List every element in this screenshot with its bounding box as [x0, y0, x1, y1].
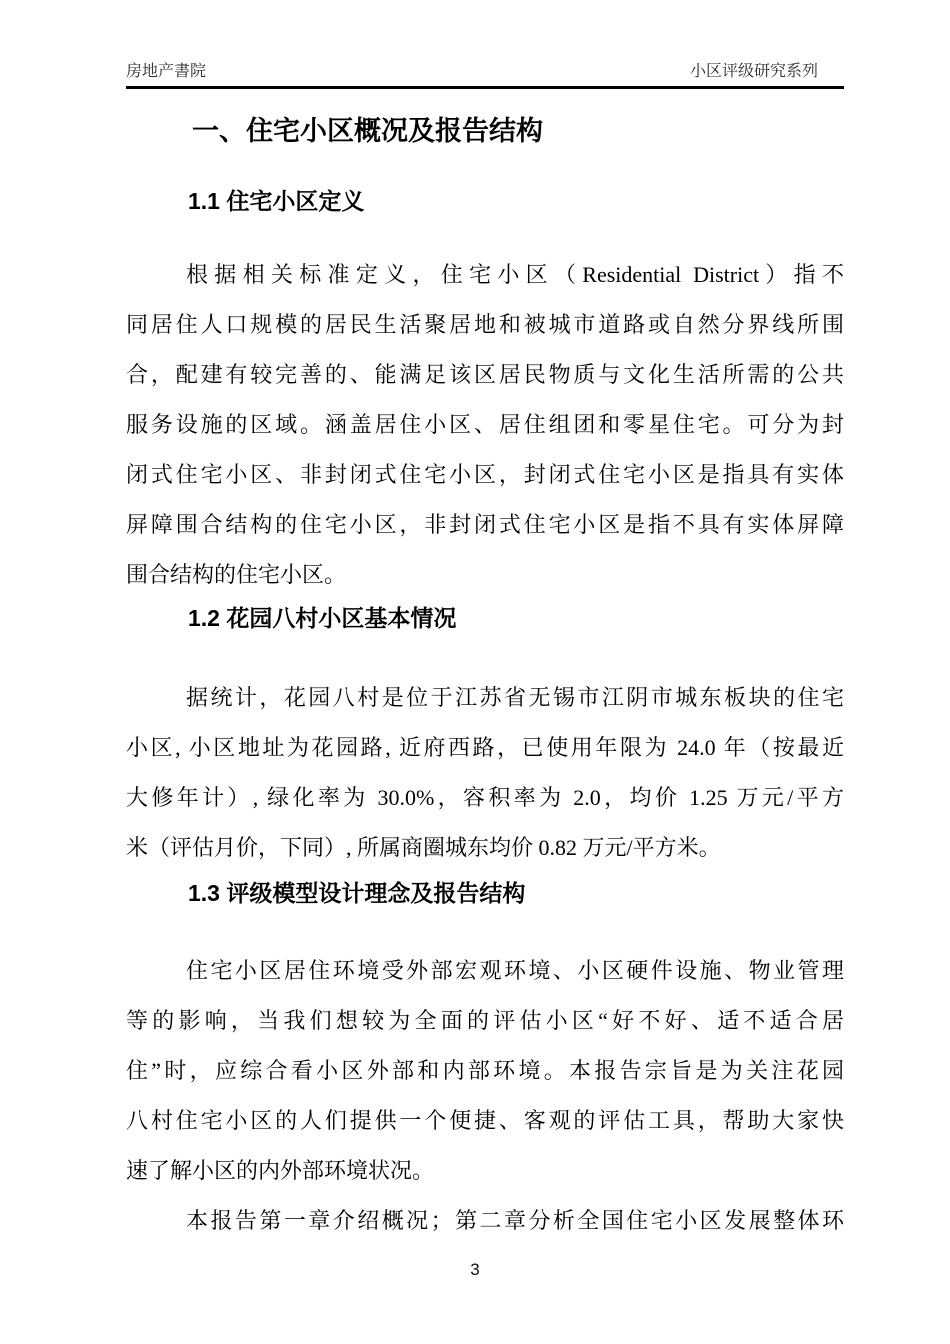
- text-line: 大修年计）, 绿化率为 30.0%，容积率为 2.0，均价 1.25 万元/平方: [126, 785, 844, 810]
- text-line: 同居住人口规模的居民生活聚居地和被城市道路或自然分界线所围: [126, 312, 844, 337]
- text-line: 围合结构的住宅小区。: [126, 562, 347, 587]
- header-left-text: 房地产書院: [126, 63, 207, 80]
- paragraph-section-1-3: [126, 946, 844, 1246]
- text-line: 住宅小区居住环境受外部宏观环境、小区硬件设施、物业管理: [186, 958, 844, 983]
- document-title: 一、住宅小区概况及报告结构: [192, 116, 543, 146]
- text-line: 据统计，花园八村是位于江苏省无锡市江阴市城东板块的住宅: [186, 685, 844, 710]
- text-line: 等的影响，当我们想较为全面的评估小区“好不好、适不适合居: [126, 1008, 844, 1033]
- header-right-text: 小区评级研究系列: [689, 63, 818, 80]
- text-line: 合，配建有较完善的、能满足该区居民物质与文化生活所需的公共: [126, 362, 844, 387]
- text-line: 住”时，应综合看小区外部和内部环境。本报告宗旨是为关注花园: [126, 1058, 844, 1083]
- section-heading-1-2: 1.2 花园八村小区基本情况: [188, 605, 457, 631]
- text-line: 根据相关标准定义，住宅小区（Residential District）指不: [186, 262, 844, 287]
- paragraph-section-1-1: [126, 250, 844, 600]
- text-line: 闭式住宅小区、非封闭式住宅小区，封闭式住宅小区是指具有实体: [126, 462, 844, 487]
- text-line: 屏障围合结构的住宅小区，非封闭式住宅小区是指不具有实体屏障: [126, 512, 844, 537]
- text-line: 米（评估月价，下同）, 所属商圈城东均价 0.82 万元/平方米。: [126, 835, 721, 860]
- page-header: [126, 58, 844, 81]
- section-heading-1-1: 1.1 住宅小区定义: [188, 188, 365, 214]
- text-line: 速了解小区的内外部环境状况。: [126, 1158, 435, 1183]
- text-line: 八村住宅小区的人们提供一个便捷、客观的评估工具，帮助大家快: [126, 1108, 844, 1133]
- paragraph-section-1-2: [126, 673, 844, 873]
- page-number: 3: [470, 1260, 480, 1279]
- header-rule: [126, 86, 844, 89]
- text-line: 本报告第一章介绍概况；第二章分析全国住宅小区发展整体环: [186, 1208, 844, 1233]
- section-heading-1-3: 1.3 评级模型设计理念及报告结构: [188, 880, 526, 906]
- text-line: 小区, 小区地址为花园路, 近府西路，已使用年限为 24.0 年（按最近: [126, 735, 844, 760]
- text-line: 服务设施的区域。涵盖居住小区、居住组团和零星住宅。可分为封: [126, 412, 844, 437]
